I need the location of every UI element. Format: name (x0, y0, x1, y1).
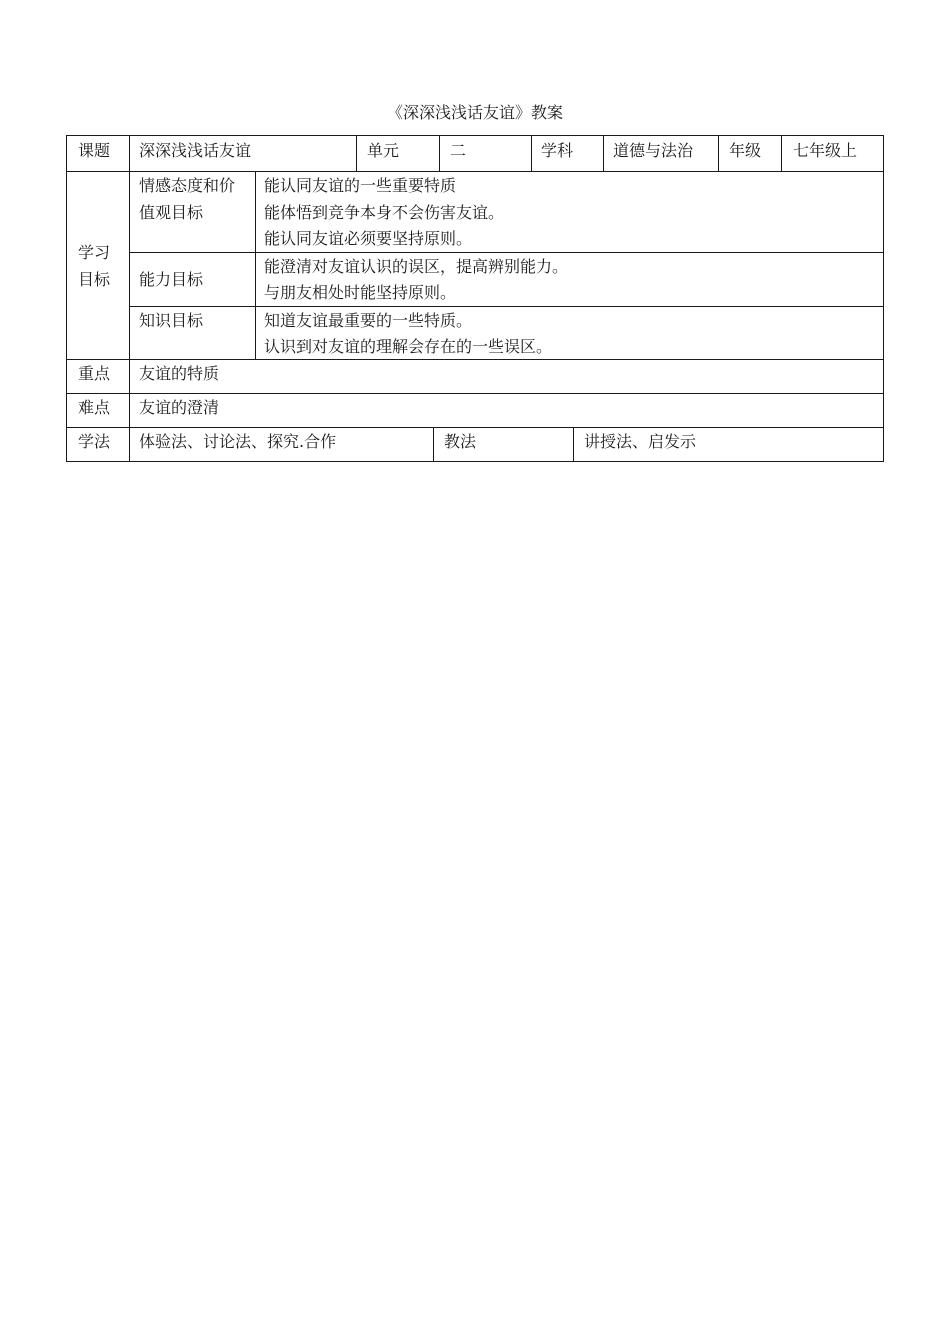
knowledge-objective-label: 知识目标 (139, 311, 204, 330)
column-divider (129, 427, 130, 461)
topic-value: 深深浅浅话友谊 (139, 141, 252, 160)
column-divider (433, 427, 434, 461)
ability-objective-item: 与朋友相处时能坚持原则。 (264, 283, 457, 302)
emotion-objective-label-line1: 情感态度和价 (139, 176, 236, 195)
column-divider (573, 427, 574, 461)
emotion-objective-label-line2: 值观目标 (139, 203, 204, 222)
topic-label: 课题 (78, 141, 111, 160)
difficulty-value: 友谊的澄清 (139, 398, 220, 417)
column-divider (718, 136, 719, 171)
objectives-label-line2: 目标 (78, 270, 111, 289)
learning-method-value: 体验法、讨论法、探究.合作 (139, 432, 337, 451)
grade-label: 年级 (729, 141, 762, 160)
knowledge-objective-item: 认识到对友谊的理解会存在的一些误区。 (264, 337, 553, 356)
unit-label: 单元 (367, 141, 400, 160)
unit-value: 二 (450, 141, 467, 160)
ability-objective-label: 能力目标 (139, 270, 204, 289)
ability-objective-item: 能澄清对友谊认识的误区，提高辨别能力。 (264, 257, 569, 276)
lesson-plan-table (66, 135, 884, 462)
document-title: 《深深浅浅话友谊》教案 (386, 103, 563, 122)
row-divider (130, 306, 883, 307)
subject-value: 道德与法治 (613, 141, 694, 160)
learning-method-label: 学法 (78, 432, 111, 451)
grade-value: 七年级上 (793, 141, 858, 160)
column-divider (129, 359, 130, 427)
key-point-value: 友谊的特质 (139, 364, 220, 383)
column-divider (603, 136, 604, 171)
column-divider (356, 136, 357, 171)
column-divider (129, 171, 130, 359)
difficulty-label: 难点 (78, 398, 111, 417)
emotion-objective-item: 能体悟到竞争本身不会伤害友谊。 (264, 203, 505, 222)
objectives-label-line1: 学习 (78, 243, 111, 262)
key-point-label: 重点 (78, 364, 111, 383)
teaching-method-label: 教法 (444, 432, 477, 451)
column-divider (439, 136, 440, 171)
column-divider (255, 171, 256, 359)
column-divider (129, 136, 130, 171)
column-divider (531, 136, 532, 171)
teaching-method-value: 讲授法、启发示 (584, 432, 697, 451)
emotion-objective-item: 能认同友谊的一些重要特质 (264, 176, 457, 195)
emotion-objective-item: 能认同友谊必须要坚持原则。 (264, 229, 473, 248)
subject-label: 学科 (541, 141, 574, 160)
knowledge-objective-item: 知道友谊最重要的一些特质。 (264, 311, 473, 330)
column-divider (781, 136, 782, 171)
